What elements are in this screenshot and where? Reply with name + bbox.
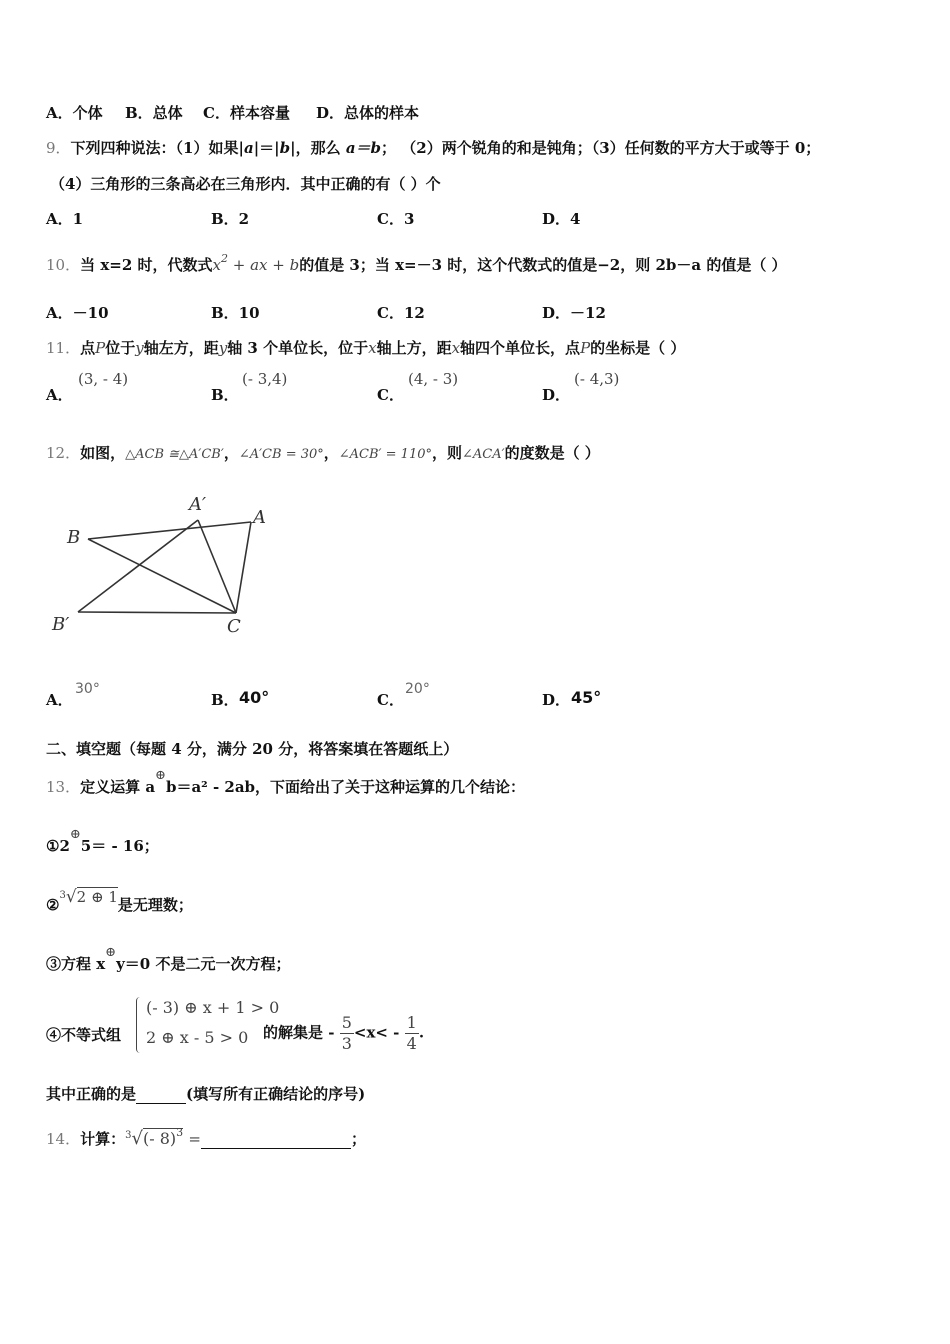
q11-option-d-value: (- 4,3): [574, 370, 620, 388]
q11-option-c-label: C．: [377, 386, 404, 404]
radical-body: 2 ⊕ 1: [76, 888, 118, 906]
q10-option-c: C．12: [377, 304, 425, 322]
q9-option-b: B．2: [211, 210, 250, 228]
q11-stem: 11．点P位于y轴左方，距y轴 3 个单位长，位于x轴上方，距x轴四个单位长，点P的坐标是（ ）: [46, 339, 686, 357]
radical-index: 3: [125, 1130, 132, 1141]
label-B-prime: B′: [52, 614, 70, 635]
q12-number: 12．: [46, 444, 81, 462]
q8-option-b: B．总体: [125, 104, 183, 122]
q10-expression: $x^2$ + ax + b: [212, 252, 300, 274]
q13-conclusion-2: ②$^3$√2 ⊕ 1是无理数；: [46, 887, 193, 914]
q13-number: 13．: [46, 778, 81, 796]
q13-conclusion-4: ④不等式组: [46, 1026, 122, 1044]
oplus-symbol: ⊕: [105, 945, 117, 960]
q10-stem: 10．当 x=2 时，代数式$x^2$ + ax + b的值是 3；当 x=－3 时，这个代数式的值是−2，则 2b－a 的值是（ ）: [46, 252, 787, 274]
q8-option-a: A．个体: [46, 104, 103, 122]
q12-stem: 12．如图，△ACB ≅△A′CB′，∠A′CB = 30°，∠ACB′ = 110°，则∠ACA′的度数是（ ）: [46, 444, 600, 462]
q13-conclusion-1: ①2⊕5＝ - 16；: [46, 827, 159, 855]
q11-option-b-label: B．: [211, 386, 239, 404]
q14-stem: 14．计算：$^3$√(- 8)$^3$ = ；: [46, 1126, 366, 1149]
q10-number: 10．: [46, 256, 81, 274]
q12-option-b-label: B．: [211, 691, 239, 709]
fraction-1-4: $\frac{1}{4}$: [406, 1013, 417, 1053]
system-inequality-1: (- 3) ⊕ x + 1 > 0: [146, 998, 280, 1017]
q13-answer-blank[interactable]: [136, 1087, 186, 1104]
q8-option-d: D．总体的样本: [316, 104, 420, 122]
radical-body: (- 8)$^3$: [142, 1126, 184, 1148]
q11-option-a-label: A．: [46, 386, 73, 404]
q11-number: 11．: [46, 339, 81, 357]
q11-option-a-value: (3, - 4): [78, 370, 129, 388]
q10-option-d: D．－12: [542, 304, 606, 322]
q12-option-c-value: 20°: [405, 681, 430, 697]
radical-sign: √: [131, 1128, 143, 1149]
segment-B1C: [78, 612, 236, 613]
q13-stem: 13．定义运算 a⊕b＝a² - 2ab，下面给出了关于这种运算的几个结论：: [46, 768, 526, 796]
q12-triangle-figure: [40, 485, 290, 645]
label-A: A: [253, 507, 266, 528]
q14-number: 14．: [46, 1130, 81, 1148]
q11-option-b-value: (- 3,4): [242, 370, 288, 388]
label-C: C: [227, 616, 241, 637]
q12-option-b-value: 40°: [239, 688, 270, 707]
q12-option-a-label: A．: [46, 691, 73, 709]
segment-BC: [88, 539, 236, 613]
q12-option-d-value: 45°: [571, 688, 602, 707]
q9-stem-line2: （4）三角形的三条高必在三角形内．其中正确的有（ ）个: [50, 175, 441, 193]
q11-option-d-label: D．: [542, 386, 571, 404]
label-B: B: [67, 527, 81, 548]
q14-answer-blank[interactable]: [201, 1132, 351, 1149]
q9-number: 9．: [46, 139, 71, 157]
segment-A1C: [198, 520, 236, 613]
q12-option-a-value: 30°: [75, 681, 100, 697]
segment-AC: [236, 522, 251, 613]
q12-option-c-label: C．: [377, 691, 404, 709]
q13-answer-line: 其中正确的是 (填写所有正确结论的序号): [46, 1085, 366, 1103]
radical-index: 3: [59, 890, 66, 901]
segment-BA: [88, 522, 251, 539]
oplus-symbol: ⊕: [155, 768, 166, 783]
q10-option-a: A．－10: [46, 304, 109, 322]
radical-sign: √: [65, 887, 77, 907]
q9-option-c: C．3: [377, 210, 415, 228]
q8-option-c: C．样本容量: [203, 104, 290, 122]
q11-option-c-value: (4, - 3): [408, 370, 459, 388]
q13-solution-set: 的解集是 - $\frac{5}{3}$ <x< - $\frac{1}{4}$ .: [263, 1013, 425, 1053]
q10-option-b: B．10: [211, 304, 260, 322]
system-inequality-2: 2 ⊕ x - 5 > 0: [146, 1028, 249, 1047]
q9-option-d: D．4: [542, 210, 581, 228]
q13-conclusion-3: ③方程 x⊕y＝0 不是二元一次方程；: [46, 945, 291, 973]
q9-stem: 9．下列四种说法：（1）如果|a|＝|b|，那么 a＝b； （2）两个锐角的和是钝角；（3）任何数的平方大于或等于 0；: [46, 139, 821, 157]
section-2-heading: 二、填空题（每题 4 分，满分 20 分，将答案填在答题纸上）: [46, 740, 459, 758]
q9-option-a: A．1: [46, 210, 84, 228]
system-brace: [136, 997, 140, 1053]
q12-option-d-label: D．: [542, 691, 571, 709]
oplus-symbol: ⊕: [69, 827, 81, 842]
label-A-prime: A′: [189, 494, 207, 515]
fraction-5-3: $\frac{5}{3}$: [341, 1013, 352, 1053]
